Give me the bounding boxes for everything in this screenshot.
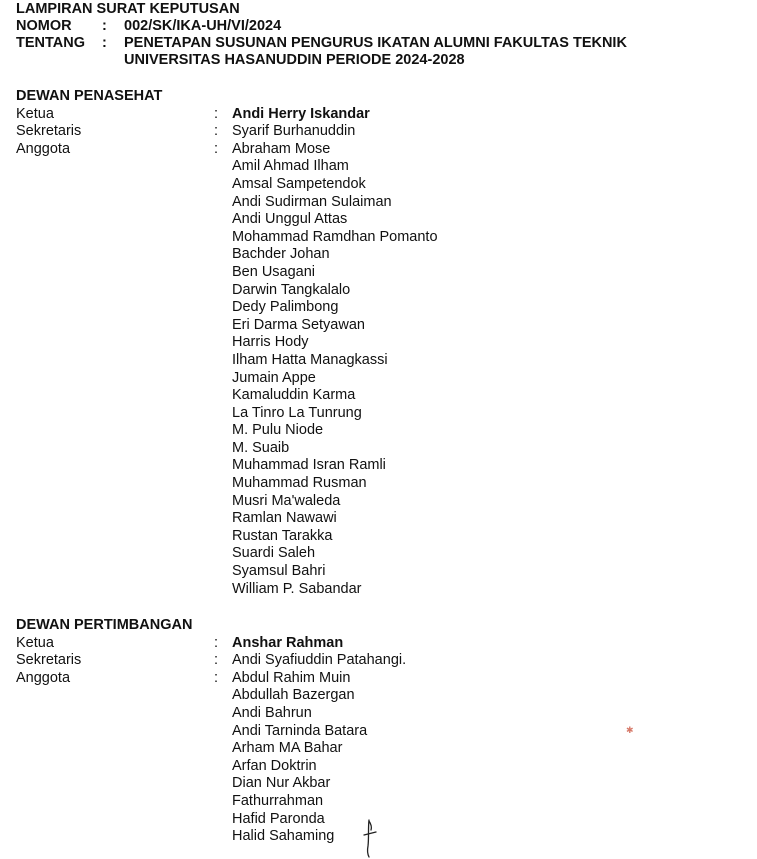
colon: : [214,652,219,669]
anggota-name: Abdul Rahim Muin [232,669,351,686]
anggota-name: Syamsul Bahri [232,563,326,580]
anggota-name: Dian Nur Akbar [232,775,331,792]
anggota-name: Rustan Tarakka [232,527,333,544]
anggota-name: Jumain Appe [232,369,316,386]
anggota-name: Ilham Hatta Managkassi [232,351,388,368]
tentang-row [16,35,627,52]
ketua-row [16,106,438,124]
anggota-name: Muhammad Rusman [232,475,367,492]
initial-signature [360,818,380,858]
anggota-name: Musri Ma'waleda [232,492,341,509]
ketua-name: Anshar Rahman [232,634,344,651]
colon: : [214,634,219,651]
anggota-row [16,141,438,598]
anggota-name: Andi Sudirman Sulaiman [232,193,392,210]
document-title: LAMPIRAN SURAT KEPUTUSAN [16,1,240,17]
colon: : [214,123,219,140]
sekretaris-row [16,652,406,670]
anggota-name: Andi Unggul Attas [232,211,348,228]
nomor-row [16,18,627,35]
anggota-name: Hafid Paronda [232,810,325,827]
section-dewan-penasehat [16,88,438,598]
anggota-name: Fathurrahman [232,792,324,809]
anggota-name: Amil Ahmad Ilham [232,158,349,175]
role-label: Anggota [16,140,71,157]
nomor-value: 002/SK/IKA-UH/VI/2024 [124,18,282,34]
tentang-colon: : [102,35,107,51]
role-label: Ketua [16,634,54,651]
role-label: Anggota [16,669,71,686]
anggota-name: Dedy Palimbong [232,299,339,316]
anggota-name: Arham MA Bahar [232,740,343,757]
section-dewan-pertimbangan [16,617,406,846]
stamp-mark: ✱ [626,725,634,735]
tentang-line-2: UNIVERSITAS HASANUDDIN PERIODE 2024-2028 [124,52,465,68]
document-header [16,1,627,69]
ketua-row [16,635,406,653]
anggota-name: Andi Tarninda Batara [232,722,368,739]
colon: : [214,140,219,157]
tentang-line-1: PENETAPAN SUSUNAN PENGURUS IKATAN ALUMNI FAKULTAS TEKNIK [124,35,627,51]
anggota-name: Ben Usagani [232,263,316,280]
nomor-colon: : [102,18,107,34]
anggota-name: Abdullah Bazergan [232,687,355,704]
anggota-name: Muhammad Isran Ramli [232,457,386,474]
anggota-name: Ramlan Nawawi [232,510,337,527]
nomor-label: NOMOR [16,18,72,34]
anggota-name: Darwin Tangkalalo [232,281,351,298]
anggota-name: William P. Sabandar [232,580,362,597]
anggota-row [16,670,406,846]
colon: : [214,105,219,122]
sekretaris-name: Syarif Burhanuddin [232,123,356,140]
anggota-name: Amsal Sampetendok [232,175,366,192]
anggota-name: Kamaluddin Karma [232,387,356,404]
sekretaris-row [16,123,438,141]
anggota-name: Andi Bahrun [232,704,312,721]
anggota-name: Halid Sahaming [232,828,335,845]
anggota-name: M. Suaib [232,439,290,456]
anggota-name: Bachder Johan [232,246,330,263]
tentang-label: TENTANG [16,35,86,51]
role-label: Ketua [16,105,54,122]
anggota-list [232,141,438,598]
ketua-name: Andi Herry Iskandar [232,105,370,122]
section-title: DEWAN PENASEHAT [16,88,163,104]
anggota-list [232,670,367,846]
sekretaris-name: Andi Syafiuddin Patahangi. [232,652,407,669]
anggota-name: La Tinro La Tunrung [232,404,362,421]
anggota-name: M. Pulu Niode [232,422,324,439]
role-label: Sekretaris [16,652,82,669]
anggota-name: Suardi Saleh [232,545,316,562]
section-title: DEWAN PERTIMBANGAN [16,617,193,633]
anggota-name: Eri Darma Setyawan [232,316,365,333]
anggota-name: Harris Hody [232,334,309,351]
anggota-name: Arfan Doktrin [232,757,317,774]
role-label: Sekretaris [16,123,82,140]
anggota-name: Abraham Mose [232,140,331,157]
colon: : [214,669,219,686]
anggota-name: Mohammad Ramdhan Pomanto [232,228,438,245]
